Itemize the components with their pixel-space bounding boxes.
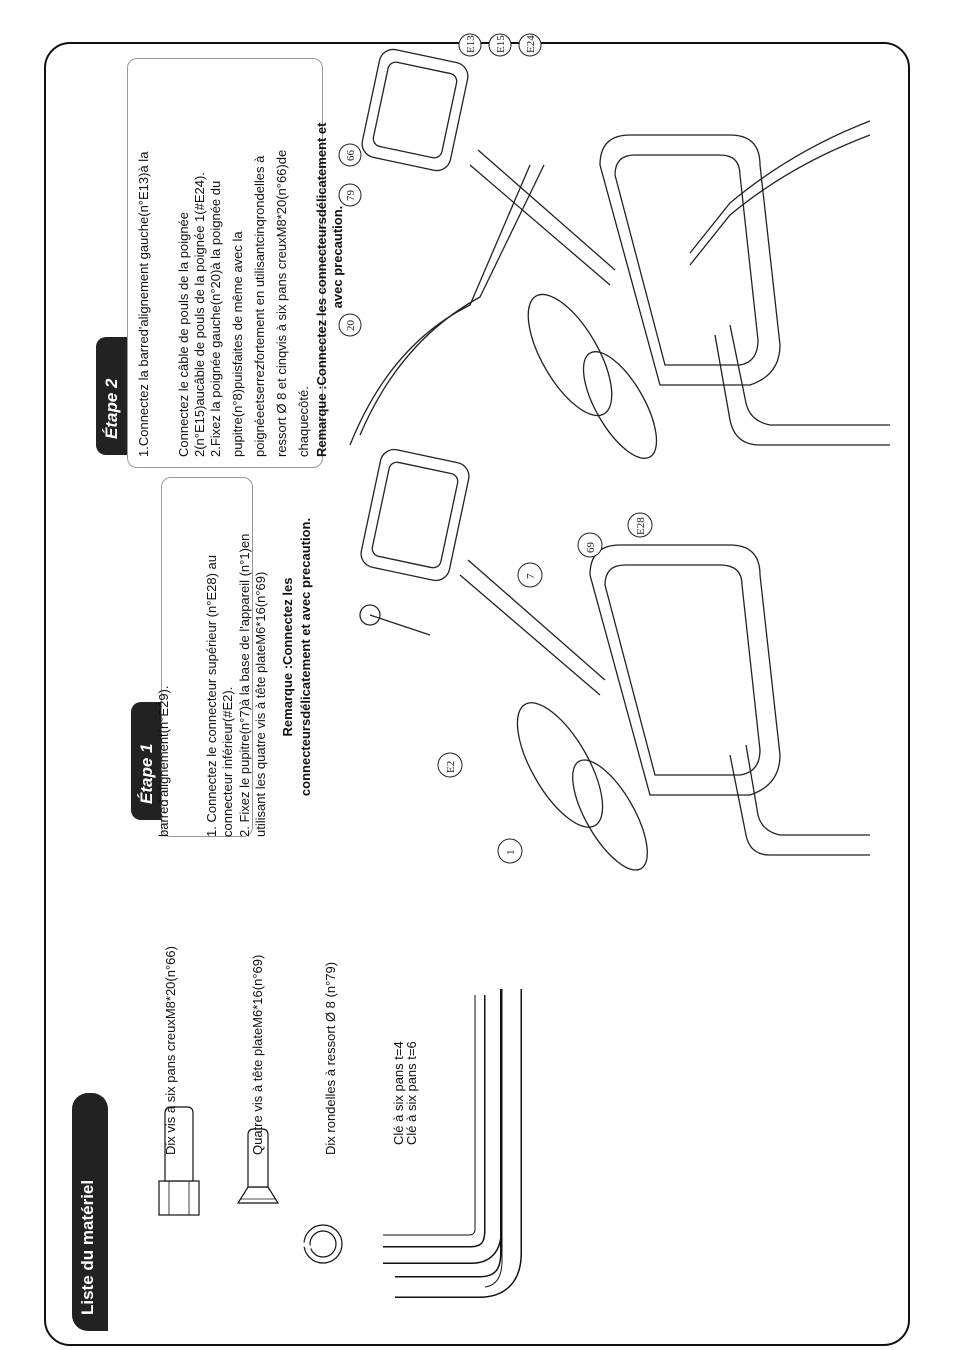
material-label: Dix rondelles à ressort Ø 8 (n°79) (323, 961, 338, 1155)
material-label: Clé à six pans t=6 (404, 1041, 419, 1145)
part-label: 7 (525, 573, 537, 579)
spring-washer-icon (298, 1219, 348, 1269)
page-content (60, 35, 900, 1335)
step1-note: Remarque :Connectez les (280, 577, 295, 737)
step1-line: connecteur inférieur(#E2). (220, 686, 235, 837)
assembly-figure-2 (330, 35, 890, 465)
step2-box (127, 58, 323, 468)
part-label: E2 (445, 760, 457, 773)
step2-line: 2.Fixez la poignée gauche(n°20)à la poignée du (208, 180, 223, 457)
step2-line: chaquecôté. (296, 386, 311, 457)
assembly-figure-1 (350, 435, 870, 875)
step1-note: connecteursdélicatement et avec precaution. (298, 517, 313, 797)
part-label: 69 (585, 542, 597, 553)
material-label: Dix vis à six pans creuxM8*20(n°66) (163, 946, 178, 1155)
step1-title: Étape 1 (131, 702, 165, 820)
part-label: 20 (345, 320, 357, 331)
part-label: 66 (345, 150, 357, 161)
step1-line: 2. Fixez le pupitre(n°7)à la base de l'appareil (n°1)en (237, 533, 252, 837)
material-label: Clé à six pans t=4 (391, 1041, 406, 1145)
part-label: E15 (495, 35, 507, 53)
step2-line: 1.Connectez la barred'alignement gauche(n°E13)à la (136, 151, 151, 457)
material-label: Quatre vis à tête plateM6*16(n°69) (250, 954, 265, 1155)
part-label: E24 (525, 35, 537, 53)
materials-title: Liste du matériel (72, 1093, 108, 1331)
part-label: 79 (345, 190, 357, 201)
step2-line: pupitre(n°8)puisfaites de même avec la (230, 231, 245, 457)
part-label: 1 (505, 849, 517, 855)
figure2-callouts (339, 0, 541, 336)
step2-note: avec precaution. (330, 205, 345, 309)
step1-line: utilisant les quatre vis à tête plateM6*16(n°69) (253, 571, 268, 837)
allen-key-icon (375, 985, 515, 1315)
step2-line: Connectez le câble de pouls de la poignée (176, 211, 191, 457)
step2-note: Remarque :Connectez les connecteursdélicatement et (314, 122, 329, 457)
step2-line: ressort Ø 8 et cinqvis à six pans creuxM8*20(n°66)de (274, 149, 289, 457)
step2-line: 2(n°E15)aucâble de pouls de la poignée 1(#E24). (192, 172, 207, 457)
part-label: E13 (465, 35, 477, 53)
step1-line: 1. Connectez le connecteur supérieur (n°E28) au (204, 555, 219, 837)
part-label: E28 (635, 517, 647, 535)
step1-line: barred'alignement(n°E29). (156, 685, 171, 837)
step2-line: poignéeetserrezfortement en utilisantcinqrondelles à (252, 155, 267, 457)
step2-title: Étape 2 (96, 337, 130, 455)
